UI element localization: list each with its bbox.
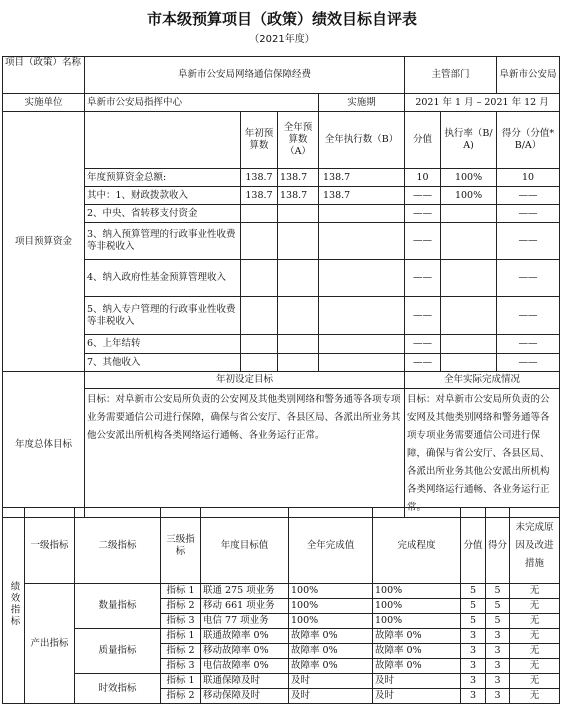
score-header: 分值 (461, 508, 486, 584)
indicators-section-label: 绩效指标 (3, 508, 25, 704)
table-row: 指标 3 电信故障率 0% 故障率 0% 故障率 0% 3 3 无 (3, 659, 560, 674)
funds-row: 4、纳入政府性基金预算管理收入 —— —— (3, 260, 560, 297)
dept-label: 主管部门 (405, 57, 497, 94)
target-header: 年度目标值 (201, 508, 289, 584)
level1-header: 一级指标 (25, 508, 75, 584)
done-header: 全年完成值 (289, 508, 373, 584)
level3-header: 三级指标 (161, 508, 201, 584)
dept-value: 阜新市公安局 (497, 57, 560, 94)
table-row: 指标 2 移动保障及时 及时 及时 3 3 无 (3, 689, 560, 704)
goals-section-label: 年度总体目标 (3, 372, 85, 518)
level2-timeliness: 时效指标 (75, 674, 161, 704)
project-name-label: 项目（政策）名称 (3, 57, 85, 94)
funds-section-label: 项目预算资金 (3, 112, 85, 372)
actual-goal-text: 目标：对阜新市公安局所负责的公安网及其他类别网络和警务通等各项专项业务需要通信公司进行保障，确保与省公安厅、各县区局、各派出所业务其他公安派出所机构各类网络运行通畅、各业务运行正常。 (405, 389, 560, 518)
indicator-table (2, 507, 560, 704)
funds-row: 其中：1、财政拨款收入 138.7 138.7 138.7 —— 100% —— (3, 187, 560, 205)
project-name-value: 阜新市公安局网络通信保障经费 (85, 57, 405, 94)
table-row: 产出指标 数量指标 指标 1 联通 275 项业务 100% 100% 5 5 无 (3, 584, 560, 599)
col-full-header: 全年预算数（A） (278, 112, 319, 169)
funds-row: 2、中央、省转移支付资金 —— —— (3, 205, 560, 223)
funds-row: 7、其他收入 —— —— (3, 354, 560, 372)
got-header: 得分 (486, 508, 510, 584)
form-year: （2021年度） (249, 34, 315, 45)
table-row: 指标 2 移动 661 项业务 100% 100% 5 5 无 (3, 599, 560, 614)
project-table (2, 56, 560, 518)
col-initial-header: 年初预算数 (241, 112, 278, 169)
funds-row: 6、上年结转 —— —— (3, 335, 560, 354)
table-row: 指标 2 移动故障率 0% 故障率 0% 故障率 0% 3 3 无 (3, 644, 560, 659)
funds-row: 3、纳入预算管理的行政事业性收费等非税收入 —— —— (3, 223, 560, 260)
level2-header: 二级指标 (75, 508, 161, 584)
table-row: 指标 3 电信 77 项业务 100% 100% 5 5 无 (3, 614, 560, 629)
period-label: 实施期 (319, 94, 405, 112)
actual-goal-header: 全年实际完成情况 (405, 372, 560, 389)
table-row: 时效指标 指标 1 联通保障及时 及时 及时 3 3 无 (3, 674, 560, 689)
funds-row: 5、纳入专户管理的行政事业性收费等非税收入 —— —— (3, 297, 560, 335)
col-rate-header: 执行率（B/A) (441, 112, 497, 169)
level2-quantity: 数量指标 (75, 584, 161, 629)
initial-goal-header: 年初设定目标 (85, 372, 405, 389)
unit-label: 实施单位 (3, 94, 85, 112)
form-title: 市本级预算项目（政策）绩效目标自评表 (146, 10, 417, 28)
funds-row: 年度预算资金总额: 138.7 138.7 138.7 10 100% 10 (3, 169, 560, 187)
table-row: 质量指标 指标 1 联通故障率 0% 故障率 0% 故障率 0% 3 3 无 (3, 629, 560, 644)
period-value: 2021 年 1 月 – 2021 年 12 月 (405, 94, 560, 112)
reason-header: 未完成原因及改进措施 (510, 508, 560, 584)
unit-value: 阜新市公安局指挥中心 (85, 94, 319, 112)
col-exec-header: 全年执行数（B） (319, 112, 405, 169)
level2-quality: 质量指标 (75, 629, 161, 674)
initial-goal-text: 目标：对阜新市公安局所负责的公安网及其他类别网络和警务通等各项专项业务需要通信公司进行保障，确保与省公安厅、各县区局、各派出所业务其他公安派出所机构各类网络运行通畅、各业务运行正常。 (85, 389, 405, 518)
degree-header: 完成程度 (373, 508, 461, 584)
col-score-header: 分值 (405, 112, 441, 169)
col-got-header: 得分（分值*B/A） (497, 112, 560, 169)
level1-output: 产出指标 (25, 584, 75, 704)
